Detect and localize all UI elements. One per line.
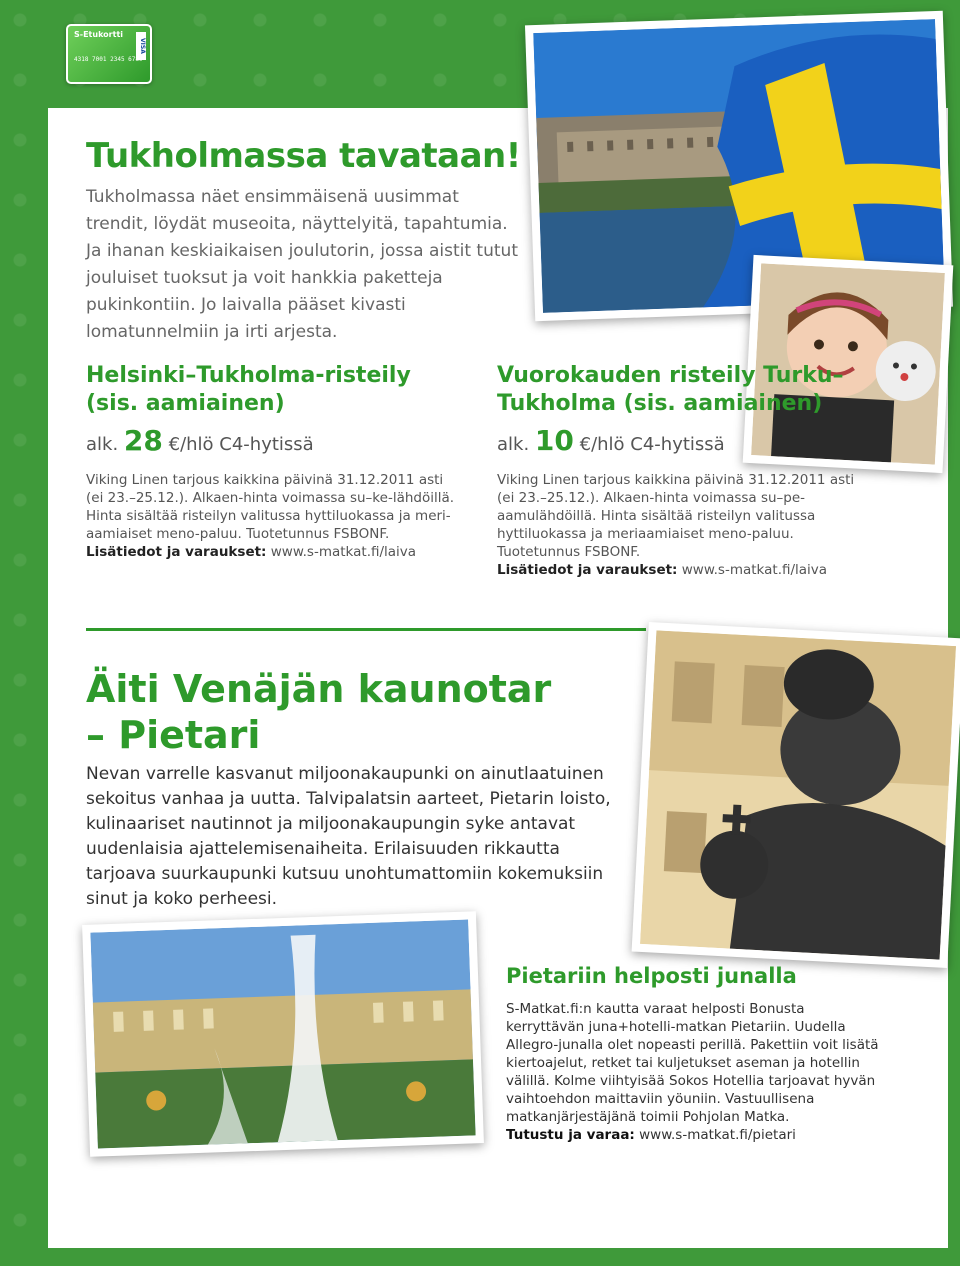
offer1-price-suffix: €/hlö C4-hytissä [168, 434, 314, 455]
offer1-title: Helsinki–Tukholma-risteily (sis. aamiainen) [86, 363, 411, 416]
offer2-price-value: 10 [534, 424, 574, 457]
offer1-price-prefix: alk. [86, 434, 119, 455]
offer1-price-value: 28 [123, 424, 163, 457]
train-more-label: Tutustu ja varaa: [506, 1127, 635, 1143]
card-network: VISA [136, 32, 146, 60]
st-petersburg-intro: Nevan varrelle kasvanut miljoonakaupunki on ainutlaatuinen sekoitus vanhaa ja uutta. Talvipalatsin aarteet, Pietarin loisto, kulinaariset nautinnot ja miljoonakaupungin syke antavat uudenlaisia ajattelemisenaiheita. Erilaisuuden rikkautta tarjoava suurkaupunki kutsuu unohtumattomiin kokemuksiin sinut ja koko perheesi. [86, 764, 611, 909]
train-details [506, 1000, 886, 1144]
fountain-photo [82, 911, 484, 1157]
offer2-link[interactable]: www.s-matkat.fi/laiva [681, 562, 828, 578]
offer2-details [497, 471, 867, 579]
offer1-price [86, 424, 456, 457]
peterhof-fountain-image [90, 919, 475, 1148]
train-text: S-Matkat.fi:n kautta varaat helposti Bonusta kerryttävän juna+hotelli-matkan Pietariin. Uudella Allegro-junalla olet nopeasti perillä. Pakettiin voit lisätä kiertoajelut, retket tai kuljetukset aseman ja hotellin välillä. Kolme viihtyisää Sokos Hotellia tarjoavat hyvän vaihtoehdon maittaviin yöuniin. Vastuullisena matkanjärjestäjänä toimii Pohjolan Matka. [506, 1001, 879, 1125]
peter-the-great-statue-image [640, 630, 956, 959]
offer-helsinki-stockholm [86, 362, 456, 561]
offer-turku-stockholm [497, 362, 867, 579]
section-divider [86, 628, 646, 631]
card-number: 4318 7001 2345 6789 [74, 56, 143, 63]
statue-photo [632, 622, 960, 968]
s-etukortti-card-image [66, 24, 152, 84]
stockholm-title: Tukholmassa tavataan! [86, 136, 521, 176]
offer2-title: Vuorokauden risteily Turku–Tukholma (sis. aamiainen) [497, 363, 844, 416]
offer2-more-label: Lisätiedot ja varaukset: [497, 562, 678, 578]
offer2-text: Viking Linen tarjous kaikkina päivinä 31.12.2011 asti (ei 23.–25.12.). Alkaen-hinta voimassa su–pe-aamulähdöillä. Hinta sisältää risteilyn valitussa hyttiluokassa ja meriaamiaiset meno-paluu. Tuotetunnus FSBONF. [497, 472, 855, 560]
train-title: Pietariin helposti junalla [506, 964, 797, 988]
offer2-price-suffix: €/hlö C4-hytissä [579, 434, 725, 455]
offer1-text: Viking Linen tarjous kaikkina päivinä 31.12.2011 asti (ei 23.–25.12.). Alkaen-hinta voimassa su–ke-lähdöillä. Hinta sisältää risteilyn valitussa hyttiluokassa ja meri-aamiaiset meno-paluu. Tuotetunnus FSBONF. [86, 472, 455, 542]
st-petersburg-title: Äiti Venäjän kaunotar – Pietari [86, 667, 552, 757]
offer2-price-prefix: alk. [497, 434, 530, 455]
card-brand: S-Etukortti [74, 30, 124, 39]
page-number: 4 [456, 1218, 469, 1239]
train-link[interactable]: www.s-matkat.fi/pietari [639, 1127, 796, 1143]
offer1-details [86, 471, 456, 561]
offer1-link[interactable]: www.s-matkat.fi/laiva [270, 544, 417, 560]
offer1-more-label: Lisätiedot ja varaukset: [86, 544, 267, 560]
stockholm-intro: Tukholmassa näet ensimmäisenä uusimmat trendit, löydät museoita, näyttelyitä, tapahtumia. Ja ihanan keskiaikaisen joulutorin, jossa aistit tutut jouluiset tuoksut ja voit hankkia paketteja pukinkontiin. Jo laivalla pääset kivasti lomatunnelmiin ja irti arjesta. [86, 187, 518, 342]
offer2-price [497, 424, 867, 457]
